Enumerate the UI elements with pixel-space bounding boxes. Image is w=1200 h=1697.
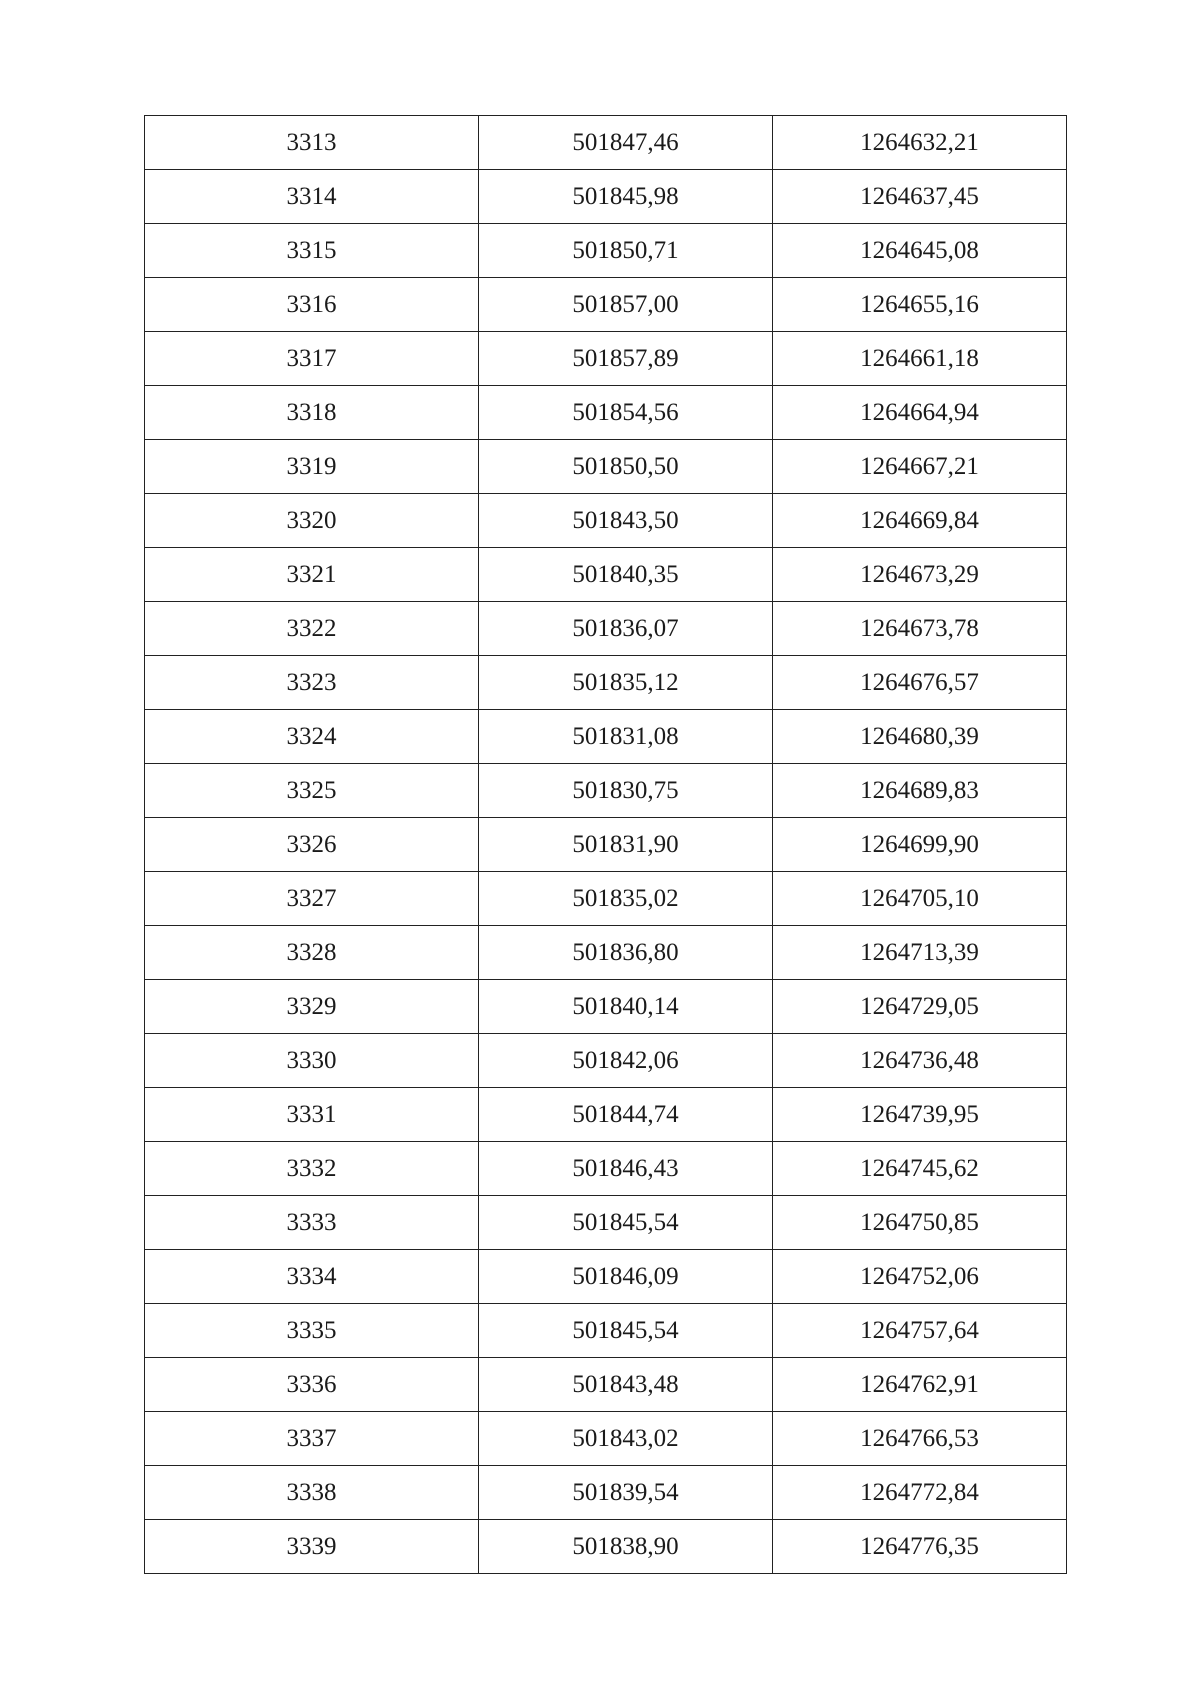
point-number-cell: 3337 [145, 1412, 479, 1466]
table-row [145, 872, 1067, 926]
table-row [145, 440, 1067, 494]
point-number-cell: 3332 [145, 1142, 479, 1196]
x-coordinate-cell: 501845,54 [479, 1304, 773, 1358]
y-coordinate-cell: 1264632,21 [773, 116, 1067, 170]
y-coordinate-cell: 1264673,78 [773, 602, 1067, 656]
x-coordinate-cell: 501831,08 [479, 710, 773, 764]
y-coordinate-cell: 1264766,53 [773, 1412, 1067, 1466]
x-coordinate-cell: 501840,14 [479, 980, 773, 1034]
y-coordinate-cell: 1264762,91 [773, 1358, 1067, 1412]
y-coordinate-cell: 1264729,05 [773, 980, 1067, 1034]
point-number-cell: 3329 [145, 980, 479, 1034]
x-coordinate-cell: 501835,12 [479, 656, 773, 710]
point-number-cell: 3325 [145, 764, 479, 818]
table-row [145, 764, 1067, 818]
x-coordinate-cell: 501831,90 [479, 818, 773, 872]
point-number-cell: 3319 [145, 440, 479, 494]
x-coordinate-cell: 501846,09 [479, 1250, 773, 1304]
y-coordinate-cell: 1264776,35 [773, 1520, 1067, 1574]
table-row [145, 116, 1067, 170]
table-row [145, 494, 1067, 548]
x-coordinate-cell: 501845,98 [479, 170, 773, 224]
y-coordinate-cell: 1264661,18 [773, 332, 1067, 386]
point-number-cell: 3331 [145, 1088, 479, 1142]
x-coordinate-cell: 501835,02 [479, 872, 773, 926]
point-number-cell: 3320 [145, 494, 479, 548]
coordinates-table-body [145, 116, 1067, 1574]
y-coordinate-cell: 1264689,83 [773, 764, 1067, 818]
y-coordinate-cell: 1264673,29 [773, 548, 1067, 602]
table-row [145, 1304, 1067, 1358]
x-coordinate-cell: 501846,43 [479, 1142, 773, 1196]
point-number-cell: 3334 [145, 1250, 479, 1304]
table-row [145, 386, 1067, 440]
coordinates-table [144, 115, 1067, 1574]
y-coordinate-cell: 1264655,16 [773, 278, 1067, 332]
table-row [145, 1250, 1067, 1304]
x-coordinate-cell: 501843,50 [479, 494, 773, 548]
x-coordinate-cell: 501836,80 [479, 926, 773, 980]
y-coordinate-cell: 1264680,39 [773, 710, 1067, 764]
y-coordinate-cell: 1264757,64 [773, 1304, 1067, 1358]
point-number-cell: 3339 [145, 1520, 479, 1574]
table-row [145, 710, 1067, 764]
point-number-cell: 3335 [145, 1304, 479, 1358]
point-number-cell: 3338 [145, 1466, 479, 1520]
y-coordinate-cell: 1264713,39 [773, 926, 1067, 980]
x-coordinate-cell: 501838,90 [479, 1520, 773, 1574]
y-coordinate-cell: 1264772,84 [773, 1466, 1067, 1520]
table-row [145, 656, 1067, 710]
x-coordinate-cell: 501842,06 [479, 1034, 773, 1088]
x-coordinate-cell: 501830,75 [479, 764, 773, 818]
point-number-cell: 3323 [145, 656, 479, 710]
point-number-cell: 3315 [145, 224, 479, 278]
point-number-cell: 3322 [145, 602, 479, 656]
x-coordinate-cell: 501843,02 [479, 1412, 773, 1466]
y-coordinate-cell: 1264750,85 [773, 1196, 1067, 1250]
table-row [145, 602, 1067, 656]
table-row [145, 1412, 1067, 1466]
y-coordinate-cell: 1264667,21 [773, 440, 1067, 494]
point-number-cell: 3318 [145, 386, 479, 440]
point-number-cell: 3327 [145, 872, 479, 926]
point-number-cell: 3330 [145, 1034, 479, 1088]
x-coordinate-cell: 501850,50 [479, 440, 773, 494]
table-row [145, 1088, 1067, 1142]
point-number-cell: 3328 [145, 926, 479, 980]
y-coordinate-cell: 1264669,84 [773, 494, 1067, 548]
table-row [145, 818, 1067, 872]
table-row [145, 332, 1067, 386]
point-number-cell: 3324 [145, 710, 479, 764]
table-row [145, 170, 1067, 224]
y-coordinate-cell: 1264676,57 [773, 656, 1067, 710]
point-number-cell: 3336 [145, 1358, 479, 1412]
table-row [145, 548, 1067, 602]
table-row [145, 1196, 1067, 1250]
point-number-cell: 3321 [145, 548, 479, 602]
point-number-cell: 3313 [145, 116, 479, 170]
x-coordinate-cell: 501836,07 [479, 602, 773, 656]
x-coordinate-cell: 501839,54 [479, 1466, 773, 1520]
x-coordinate-cell: 501850,71 [479, 224, 773, 278]
y-coordinate-cell: 1264739,95 [773, 1088, 1067, 1142]
y-coordinate-cell: 1264664,94 [773, 386, 1067, 440]
point-number-cell: 3326 [145, 818, 479, 872]
x-coordinate-cell: 501844,74 [479, 1088, 773, 1142]
x-coordinate-cell: 501847,46 [479, 116, 773, 170]
table-row [145, 980, 1067, 1034]
x-coordinate-cell: 501857,00 [479, 278, 773, 332]
table-row [145, 926, 1067, 980]
point-number-cell: 3314 [145, 170, 479, 224]
y-coordinate-cell: 1264745,62 [773, 1142, 1067, 1196]
table-row [145, 1358, 1067, 1412]
x-coordinate-cell: 501857,89 [479, 332, 773, 386]
x-coordinate-cell: 501845,54 [479, 1196, 773, 1250]
x-coordinate-cell: 501843,48 [479, 1358, 773, 1412]
point-number-cell: 3317 [145, 332, 479, 386]
table-row [145, 278, 1067, 332]
table-row [145, 1034, 1067, 1088]
y-coordinate-cell: 1264645,08 [773, 224, 1067, 278]
y-coordinate-cell: 1264736,48 [773, 1034, 1067, 1088]
x-coordinate-cell: 501854,56 [479, 386, 773, 440]
point-number-cell: 3316 [145, 278, 479, 332]
y-coordinate-cell: 1264705,10 [773, 872, 1067, 926]
point-number-cell: 3333 [145, 1196, 479, 1250]
y-coordinate-cell: 1264752,06 [773, 1250, 1067, 1304]
table-row [145, 1142, 1067, 1196]
table-row [145, 1466, 1067, 1520]
y-coordinate-cell: 1264637,45 [773, 170, 1067, 224]
table-row [145, 1520, 1067, 1574]
table-row [145, 224, 1067, 278]
x-coordinate-cell: 501840,35 [479, 548, 773, 602]
y-coordinate-cell: 1264699,90 [773, 818, 1067, 872]
